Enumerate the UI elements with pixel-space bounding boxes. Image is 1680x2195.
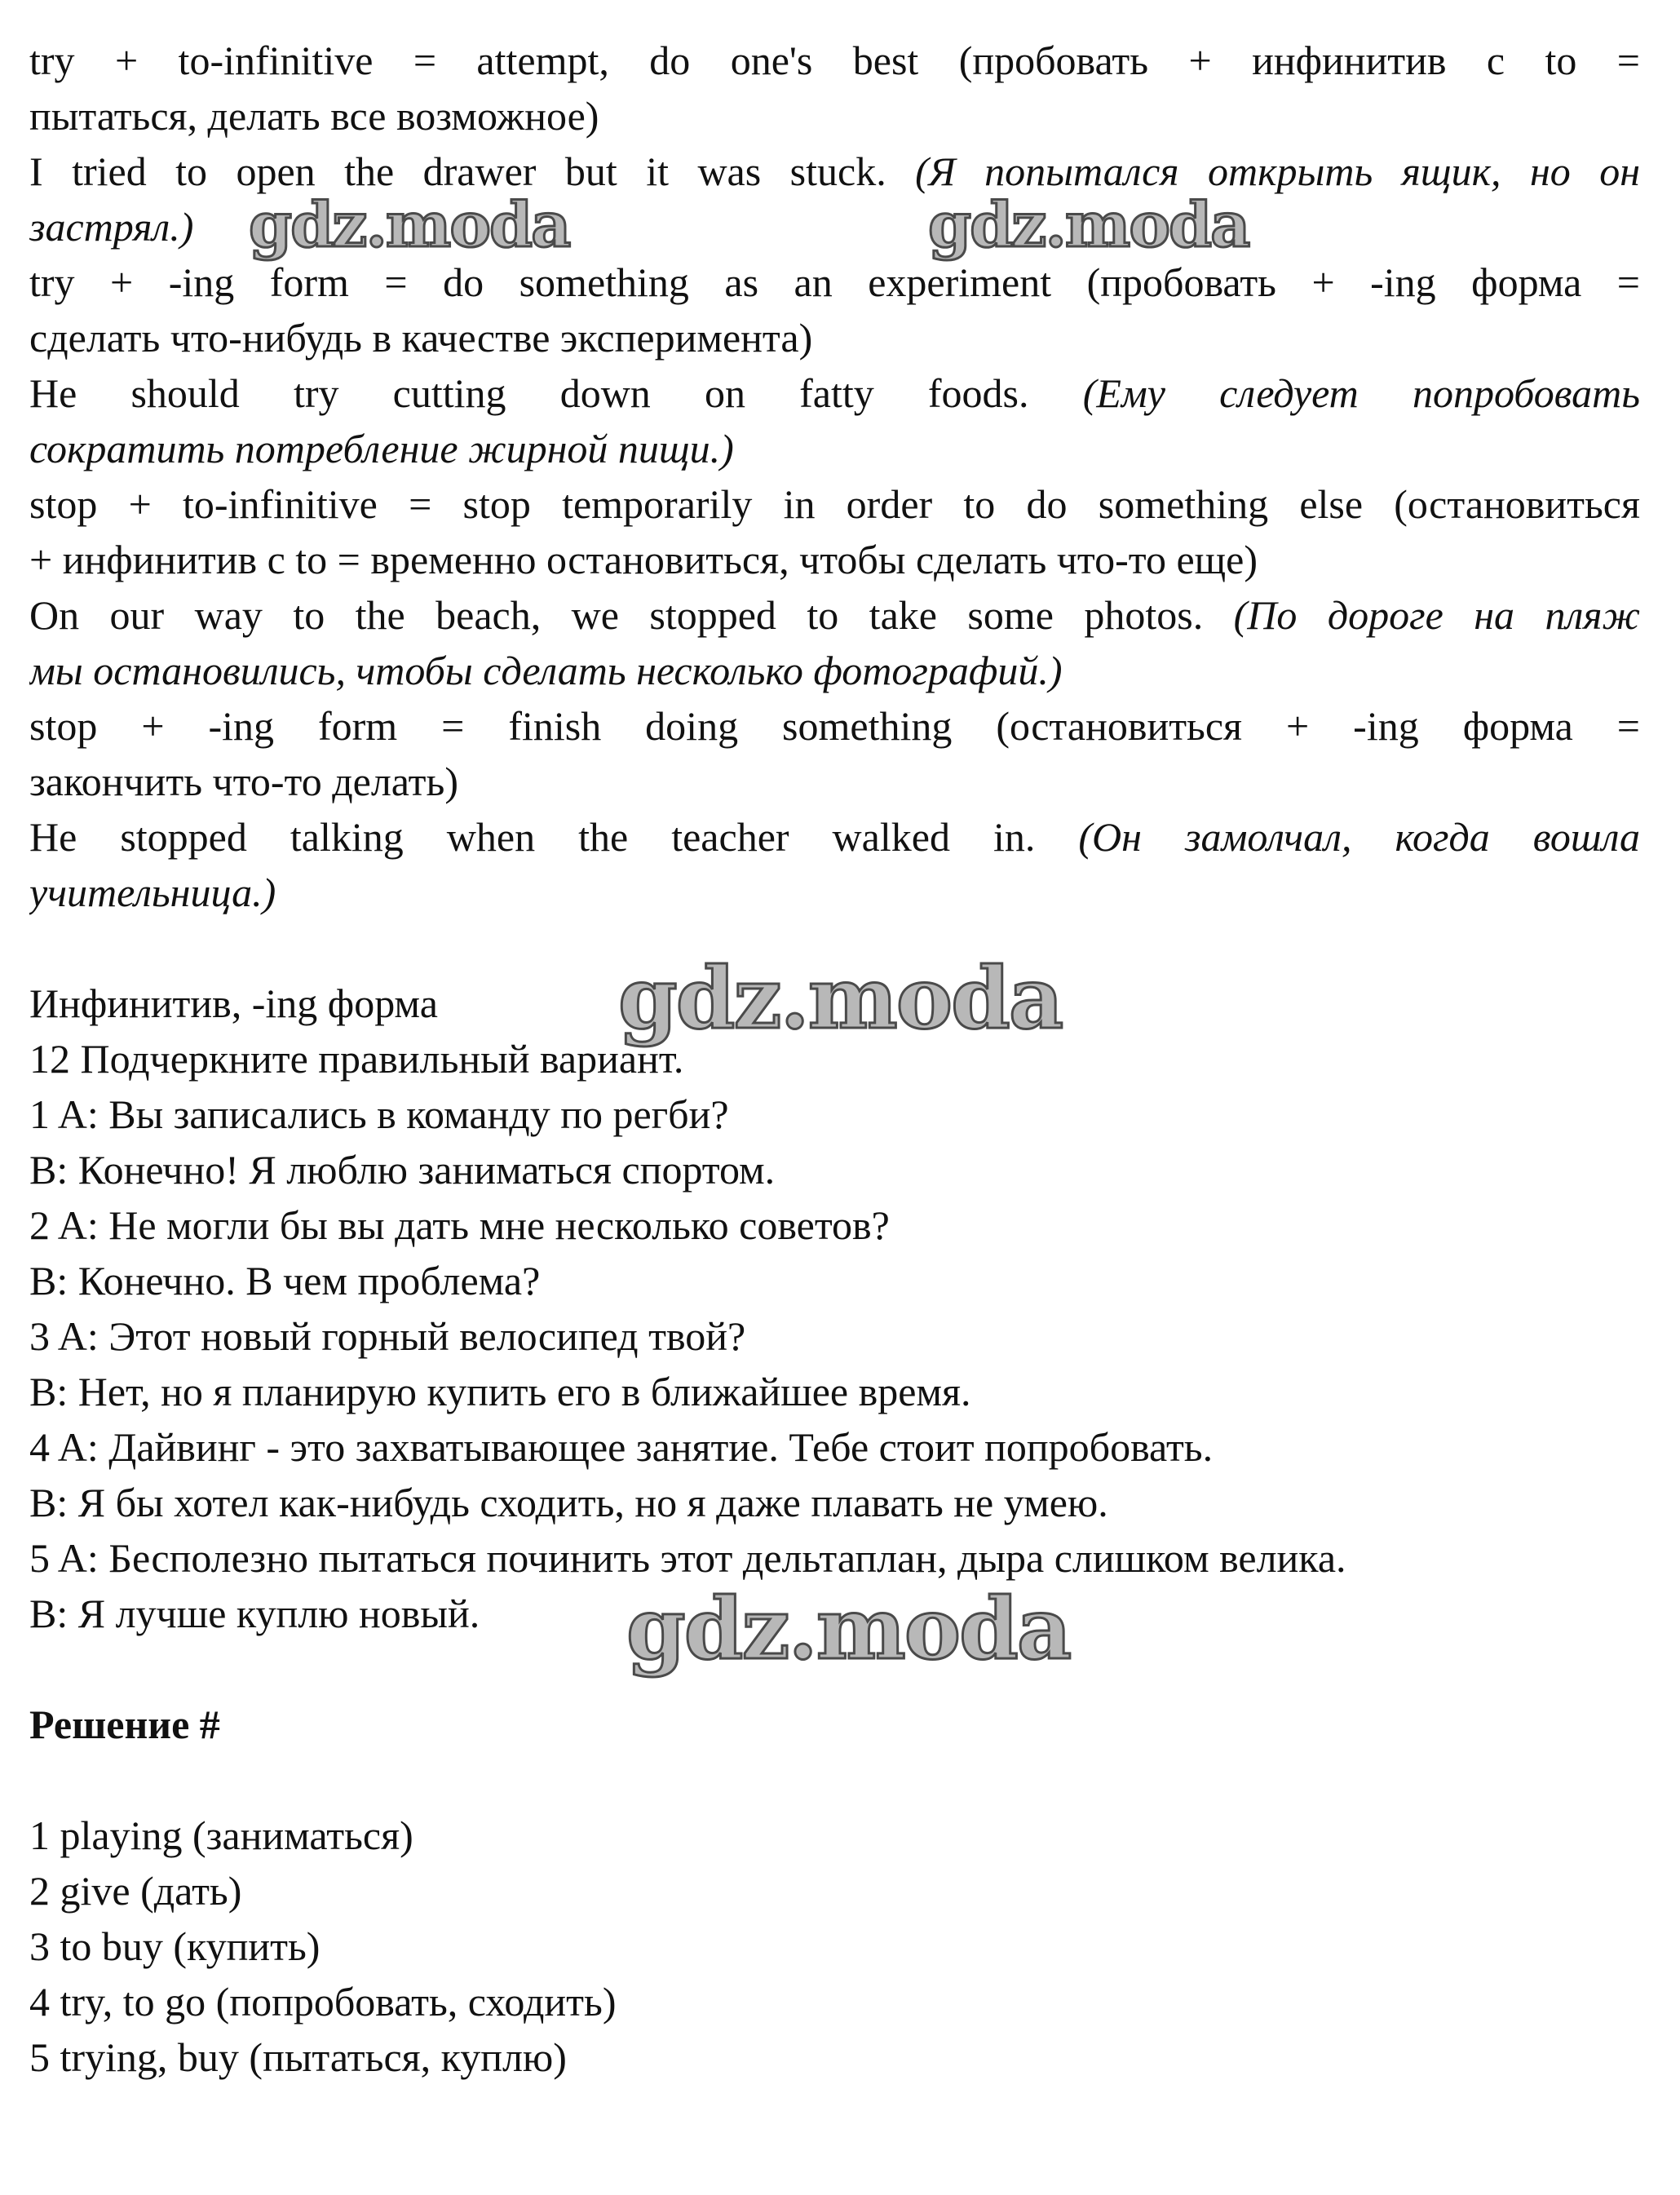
exercise-line: 2 A: Не могли бы вы дать мне несколько советов? — [29, 1202, 890, 1248]
example-sentence: He should try cutting down on fatty foods. — [29, 370, 1029, 416]
spacer — [29, 1752, 1640, 1808]
watermark-logo: gdz.moda — [928, 188, 1249, 261]
watermark-logo: gdz.moda — [626, 1578, 1071, 1679]
example-translation: (По дороге на пляж — [1233, 592, 1640, 638]
exercise-line: B: Конечно! Я люблю заниматься спортом. — [29, 1147, 776, 1193]
example-translation-continued: застрял.) — [29, 204, 194, 250]
example-translation: (Я попытался открыть ящик, но он — [915, 148, 1640, 194]
rule-stop-infinitive-line-1: stop + to-infinitive = stop temporarily in order to do something else (остановиться — [29, 481, 1640, 527]
example-try-ing — [29, 365, 1640, 421]
solution-answer: 5 trying, buy (пытаться, куплю) — [29, 2034, 567, 2080]
exercise-line: 3 A: Этот новый горный велосипед твой? — [29, 1313, 746, 1359]
exercise-line: B: Конечно. В чем проблема? — [29, 1258, 541, 1303]
example-translation-continued: учительница.) — [29, 870, 276, 915]
exercise-line: B: Нет, но я планирую купить его в ближайшее время. — [29, 1369, 971, 1414]
document-page — [29, 33, 1640, 2085]
example-translation-continued: мы остановились, чтобы сделать несколько фотографий.) — [29, 648, 1063, 693]
exercise-line: 4 A: Дайвинг - это захватывающее занятие. Тебе стоит попробовать. — [29, 1424, 1214, 1470]
solution-answer: 2 give (дать) — [29, 1868, 242, 1914]
exercise-line: 1 A: Вы записались в команду по регби? — [29, 1091, 729, 1137]
example-translation: (Ему следует попробовать — [1082, 370, 1640, 416]
example-stop-infinitive — [29, 587, 1640, 643]
solution-answer: 1 playing (заниматься) — [29, 1812, 413, 1858]
rule-stop-infinitive-line-2: + инфинитив с to = временно остановиться, чтобы сделать что-то еще) — [29, 537, 1258, 582]
example-stop-ing — [29, 809, 1640, 865]
rule-try-infinitive-line-2: пытаться, делать все возможное) — [29, 93, 599, 139]
example-translation-continued: сократить потребление жирной пищи.) — [29, 426, 734, 471]
solution-answer: 3 to buy (купить) — [29, 1923, 321, 1969]
watermark-logo: gdz.moda — [249, 188, 570, 261]
exercise-line: 5 A: Бесполезно пытаться починить этот дельтаплан, дыра слишком велика. — [29, 1535, 1346, 1581]
exercise-line: B: Я бы хотел как-нибудь сходить, но я даже плавать не умею. — [29, 1480, 1108, 1525]
example-sentence: He stopped talking when the teacher walked in. — [29, 814, 1036, 860]
solution-heading: Решение # — [29, 1702, 220, 1747]
rule-stop-ing-line-2: закончить что-то делать) — [29, 759, 458, 804]
watermark-logo: gdz.moda — [618, 948, 1063, 1048]
rule-try-ing-line-2: сделать что-нибудь в качестве эксперимента) — [29, 315, 813, 361]
example-sentence: On our way to the beach, we stopped to take some photos. — [29, 592, 1204, 638]
rule-try-ing-line-1: try + -ing form = do something as an experiment (пробовать + -ing форма = — [29, 259, 1640, 305]
solution-answer: 4 try, to go (попробовать, сходить) — [29, 1979, 617, 2025]
example-translation: (Он замолчал, когда вошла — [1078, 814, 1640, 860]
exercise-topic: Инфинитив, -ing форма — [29, 980, 438, 1026]
exercise-task: 12 Подчеркните правильный вариант. — [29, 1036, 684, 1082]
example-sentence: I tried to open the drawer but it was stuck. — [29, 148, 886, 194]
rule-try-infinitive-line-1: try + to-infinitive = attempt, do one's best (пробовать + инфинитив с to = — [29, 38, 1640, 83]
exercise-line: B: Я лучше куплю новый. — [29, 1591, 480, 1636]
rule-stop-ing-line-1: stop + -ing form = finish doing something (остановиться + -ing форма = — [29, 703, 1640, 749]
